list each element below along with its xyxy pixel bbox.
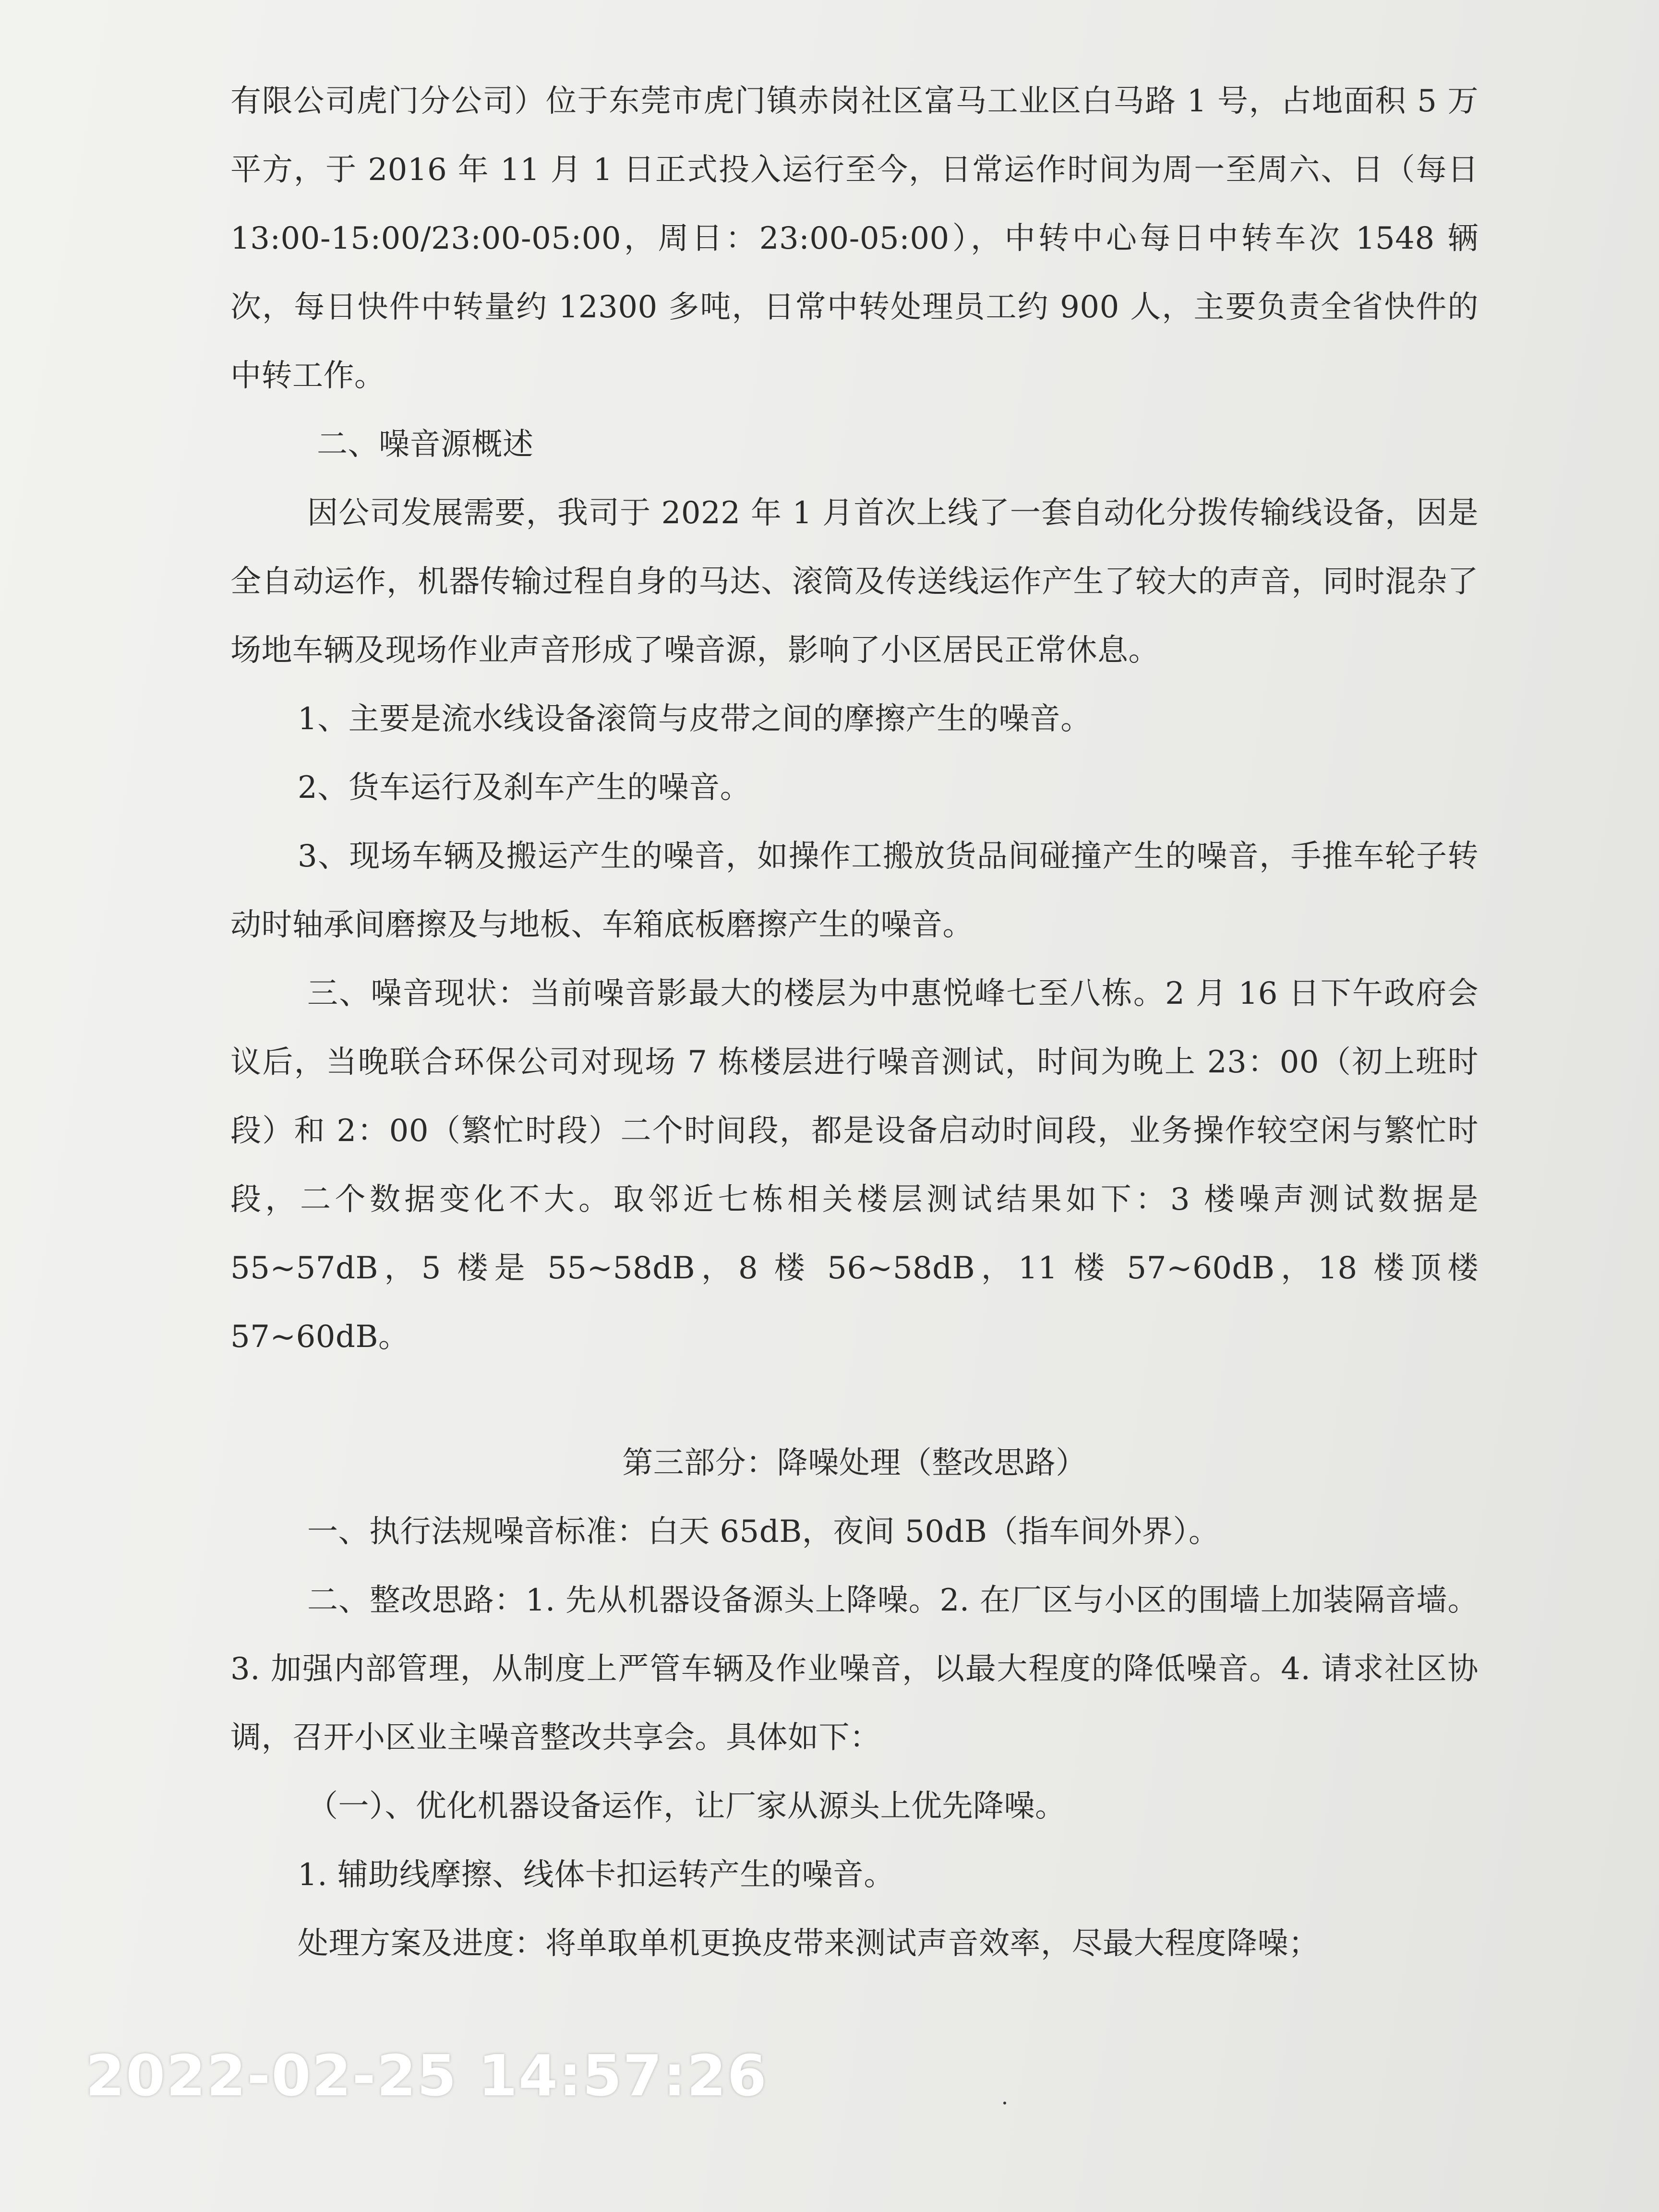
paragraph-company-overview: 有限公司虎门分公司）位于东莞市虎门镇赤岗社区富马工业区白马路 1 号，占地面积 5 万平方，于 2016 年 11 月 1 日正式投入运行至今，日常运作时间为周一至周六、日（每日 13:00-15:00/23:00-05:00，周日：23:00-05:00），中转中心每日中转车次 1548 辆次，每日快件中转量约 12300 多吨，日常中转处理员工约 900 人，主要负责全省快件的中转工作。 — [230, 84, 1479, 394]
list-item-noise-2: 2、货车运行及刹车产生的噪音。 — [298, 770, 751, 805]
list-item-noise-3: 3、现场车辆及搬运产生的噪音，如操作工搬放货品间碰撞产生的噪音，手推车轮子转动时轴承间磨擦及与地板、车箱底板磨擦产生的噪音。 — [230, 839, 1479, 943]
section-gap — [230, 1371, 1479, 1429]
paragraph-rectification-ideas: 二、整改思路：1. 先从机器设备源头上降噪。2. 在厂区与小区的围墙上加装隔音墙。3. 加强内部管理，从制度上严管车辆及作业噪音，以最大程度的降低噪音。4. 请求社区协调，召开小区业主噪音整改共享会。具体如下： — [230, 1583, 1479, 1755]
list-item-noise-1: 1、主要是流水线设备滚筒与皮带之间的摩擦产生的噪音。 — [298, 701, 1092, 737]
document-body — [230, 67, 1479, 1978]
paragraph-optimize-equipment: （一）、优化机器设备运作，让厂家从源头上优先降噪。 — [307, 1789, 1066, 1824]
photo-timestamp: 2022-02-25 14:57:26 — [85, 2043, 768, 2109]
paragraph-treatment-plan: 处理方案及进度：将单取单机更换皮带来测试声音效率，尽最大程度降噪； — [298, 1926, 1320, 1961]
list-item-auxiliary-line: 1. 辅助线摩擦、线体卡扣运转产生的噪音。 — [298, 1857, 895, 1893]
paper-speck — [1003, 2102, 1006, 2104]
section-title-noise-reduction: 第三部分：降噪处理（整改思路） — [622, 1445, 1087, 1481]
paragraph-noise-source: 因公司发展需要，我司于 2022 年 1 月首次上线了一套自动化分拨传输线设备，因是全自动运作，机器传输过程自身的马达、滚筒及传送线运作产生了较大的声音，同时混杂了场地车辆及现场作业声音形成了噪音源，影响了小区居民正常休息。 — [230, 495, 1479, 668]
heading-noise-source-overview: 二、噪音源概述 — [317, 427, 534, 462]
paragraph-noise-status: 三、噪音现状：当前噪音影最大的楼层为中惠悦峰七至八栋。2 月 16 日下午政府会议后，当晚联合环保公司对现场 7 栋楼层进行噪音测试，时间为晚上 23：00（初上班时段）和 2：00（繁忙时段）二个时间段，都是设备启动时间段，业务操作较空闲与繁忙时段，二个数据变化不大。取邻近七栋相关楼层测试结果如下：3 楼噪声测试数据是 55~57dB，5 楼是 55~58dB，8 楼 56~58dB，11 楼 57~60dB，18 楼顶楼 57~60dB。 — [230, 976, 1479, 1355]
paragraph-noise-standard: 一、执行法规噪音标准：白天 65dB，夜间 50dB（指车间外界）。 — [307, 1514, 1220, 1550]
